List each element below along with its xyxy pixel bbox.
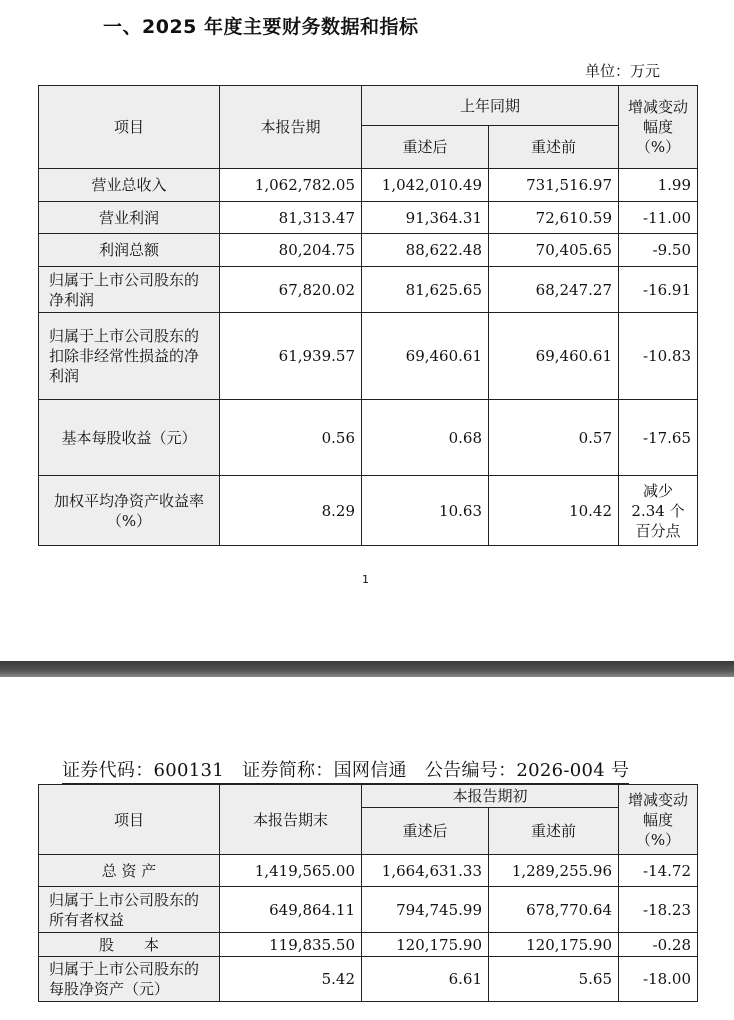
header-restated: 重述后 (362, 808, 489, 855)
row-label: 营业利润 (39, 202, 220, 234)
header-current-period-end: 本报告期末 (220, 785, 362, 855)
cell-change: -11.00 (619, 202, 698, 234)
unit-label: 单位：万元 (585, 62, 661, 80)
header-before-restated: 重述前 (489, 808, 619, 855)
stock-short-name: 证券简称：国网信通 (242, 760, 407, 781)
cell-restated: 1,042,010.49 (362, 169, 489, 202)
header-current-period: 本报告期 (220, 86, 362, 169)
row-label: 利润总额 (39, 234, 220, 267)
cell-current: 649,864.11 (220, 887, 362, 933)
cell-before: 731,516.97 (489, 169, 619, 202)
header-before-restated: 重述前 (489, 126, 619, 169)
header-period-start: 本报告期初 (362, 785, 619, 808)
cell-change: -17.65 (619, 400, 698, 476)
table-row (39, 855, 698, 887)
row-label: 总 资 产 (39, 855, 220, 887)
cell-restated: 0.68 (362, 400, 489, 476)
cell-before: 70,405.65 (489, 234, 619, 267)
table-row (39, 169, 698, 202)
cell-current: 1,062,782.05 (220, 169, 362, 202)
cell-current: 5.42 (220, 957, 362, 1002)
cell-change: -18.00 (619, 957, 698, 1002)
cell-before: 0.57 (489, 400, 619, 476)
cell-change: -9.50 (619, 234, 698, 267)
cell-current: 61,939.57 (220, 313, 362, 400)
cell-current: 81,313.47 (220, 202, 362, 234)
cell-before: 68,247.27 (489, 267, 619, 313)
cell-before: 72,610.59 (489, 202, 619, 234)
cell-change: 减少 2.34 个百分点 (619, 476, 698, 546)
cell-before: 1,289,255.96 (489, 855, 619, 887)
header-item: 项目 (39, 86, 220, 169)
header-restated: 重述后 (362, 126, 489, 169)
page-divider (0, 661, 734, 677)
table-row (39, 267, 698, 313)
cell-restated: 10.63 (362, 476, 489, 546)
row-label: 归属于上市公司股东的扣除非经常性损益的净利润 (39, 313, 220, 400)
row-label: 归属于上市公司股东的所有者权益 (39, 887, 220, 933)
cell-change: -14.72 (619, 855, 698, 887)
row-label: 归属于上市公司股东的每股净资产（元） (39, 957, 220, 1002)
cell-before: 678,770.64 (489, 887, 619, 933)
table-row (39, 234, 698, 267)
table-row (39, 933, 698, 957)
cell-current: 0.56 (220, 400, 362, 476)
cell-before: 5.65 (489, 957, 619, 1002)
cell-before: 120,175.90 (489, 933, 619, 957)
table-row (39, 957, 698, 1002)
cell-restated: 91,364.31 (362, 202, 489, 234)
cell-current: 67,820.02 (220, 267, 362, 313)
cell-before: 69,460.61 (489, 313, 619, 400)
row-label: 营业总收入 (39, 169, 220, 202)
cell-restated: 120,175.90 (362, 933, 489, 957)
cell-before: 10.42 (489, 476, 619, 546)
row-label: 基本每股收益（元） (39, 400, 220, 476)
section-title: 一、2025 年度主要财务数据和指标 (103, 16, 419, 38)
cell-change: -18.23 (619, 887, 698, 933)
table-row (39, 400, 698, 476)
balance-table (38, 784, 698, 1002)
cell-current: 1,419,565.00 (220, 855, 362, 887)
cell-restated: 81,625.65 (362, 267, 489, 313)
cell-change: -16.91 (619, 267, 698, 313)
header-item: 项目 (39, 785, 220, 855)
stock-code: 证券代码：600131 (62, 760, 225, 781)
table-row (39, 202, 698, 234)
cell-restated: 88,622.48 (362, 234, 489, 267)
main-financial-table (38, 85, 698, 546)
header-change: 增减变动幅度（%） (619, 86, 698, 169)
cell-current: 8.29 (220, 476, 362, 546)
cell-change: -10.83 (619, 313, 698, 400)
announcement-header-line (62, 756, 629, 784)
table-row (39, 887, 698, 933)
row-label: 股 本 (39, 933, 220, 957)
header-change: 增减变动幅度（%） (619, 785, 698, 855)
page-number: 1 (362, 573, 369, 586)
cell-restated: 6.61 (362, 957, 489, 1002)
cell-change: 1.99 (619, 169, 698, 202)
row-label: 加权平均净资产收益率（%） (39, 476, 220, 546)
notice-number: 公告编号：2026-004 号 (424, 760, 630, 781)
header-prior-period: 上年同期 (362, 86, 619, 126)
row-label: 归属于上市公司股东的净利润 (39, 267, 220, 313)
cell-restated: 794,745.99 (362, 887, 489, 933)
cell-current: 80,204.75 (220, 234, 362, 267)
cell-current: 119,835.50 (220, 933, 362, 957)
cell-restated: 69,460.61 (362, 313, 489, 400)
table-row (39, 476, 698, 546)
cell-change: -0.28 (619, 933, 698, 957)
table-row (39, 313, 698, 400)
cell-restated: 1,664,631.33 (362, 855, 489, 887)
